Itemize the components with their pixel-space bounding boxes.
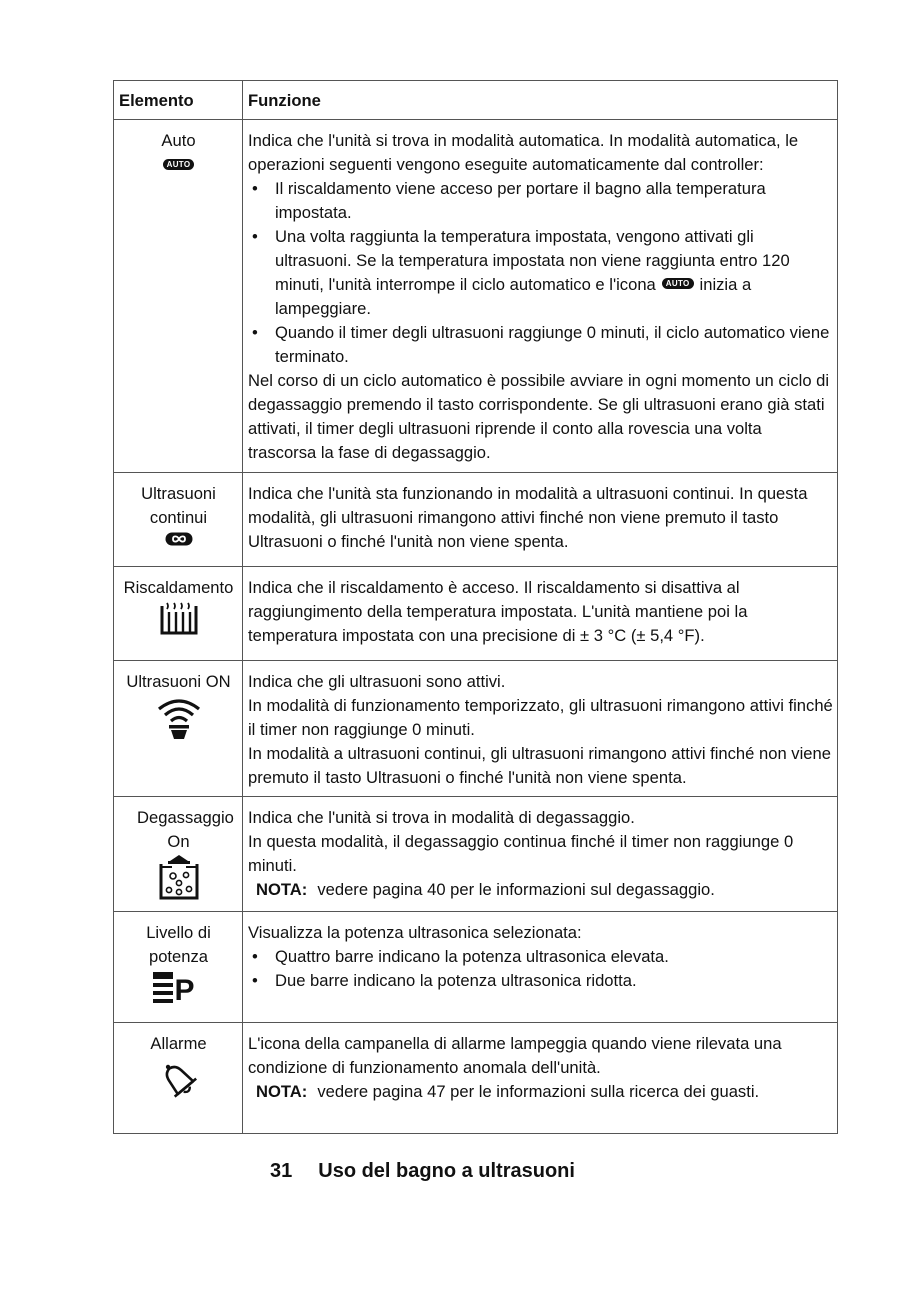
page-number: 31 bbox=[270, 1160, 293, 1182]
function-cell-heating: Indica che il riscaldamento è acceso. Il riscaldamento si disattiva al raggiungimento della temperatura impostata. L'unità mantiene poi la temperatura impostata con una precisione di ± 3 °C (± 5,4 °F). bbox=[243, 567, 838, 661]
element-cell-auto bbox=[114, 120, 243, 473]
function-cell-power bbox=[243, 912, 838, 1023]
element-label-heating: Riscaldamento bbox=[123, 578, 234, 597]
element-label-continuous: Ultrasuoni continui bbox=[141, 484, 216, 527]
list-item bbox=[248, 225, 833, 321]
table-row-ultrasound-on bbox=[114, 661, 838, 797]
infinity-icon bbox=[165, 532, 193, 546]
degas-line-2: In questa modalità, il degassaggio continua finché il timer non raggiunge 0 minuti. bbox=[248, 832, 794, 875]
power-level-icon bbox=[153, 971, 205, 1005]
function-cell-ultrasound-on bbox=[243, 661, 838, 797]
auto-bullet-list bbox=[248, 177, 833, 369]
auto-icon: AUTO bbox=[662, 278, 694, 289]
power-bars-icon bbox=[153, 971, 175, 1005]
element-label-degas: Degassaggio On bbox=[137, 808, 234, 851]
note-label: NOTA: bbox=[256, 1082, 308, 1101]
ultrasound-on-line-1: Indica che gli ultrasuoni sono attivi. bbox=[248, 672, 506, 691]
degas-icon bbox=[157, 854, 201, 900]
alarm-text: L'icona della campanella di allarme lampeggia quando viene rilevata una condizione di funzionamento anomala dell'unità. bbox=[248, 1034, 782, 1077]
table-header-row bbox=[114, 81, 838, 120]
page-footer bbox=[270, 1160, 575, 1183]
table-row-power bbox=[114, 912, 838, 1023]
auto-icon: AUTO bbox=[163, 159, 195, 170]
auto-bullet-2-text: Una volta raggiunta la temperatura impostata, vengono attivati gli ultrasuoni. Se la temperatura impostata non viene raggiunta entro 120 minuti, l'unità interrompe il ciclo automatico e l'icona bbox=[275, 227, 790, 294]
power-intro: Visualizza la potenza ultrasonica selezionata: bbox=[248, 923, 582, 942]
function-cell-alarm bbox=[243, 1023, 838, 1134]
function-cell-auto bbox=[243, 120, 838, 473]
element-label-alarm: Allarme bbox=[150, 1034, 207, 1053]
degas-note bbox=[248, 878, 833, 902]
element-cell-ultrasound-on bbox=[114, 661, 243, 797]
alarm-note bbox=[248, 1080, 833, 1104]
list-item: • Quattro barre indicano la potenza ultrasonica elevata. bbox=[248, 945, 833, 969]
auto-bullet-2-tail: inizia a lampeggiare. bbox=[275, 275, 752, 318]
degas-line-1: Indica che l'unità si trova in modalità di degassaggio. bbox=[248, 808, 635, 827]
note-text: vedere pagina 40 per le informazioni sul degassaggio. bbox=[317, 880, 715, 899]
function-cell-degas bbox=[243, 797, 838, 912]
table-row-auto bbox=[114, 120, 838, 473]
power-letter: P bbox=[174, 974, 195, 1007]
note-text: vedere pagina 47 per le informazioni sulla ricerca dei guasti. bbox=[317, 1082, 760, 1101]
element-label-auto: Auto bbox=[161, 131, 196, 150]
list-item: • Due barre indicano la potenza ultrasonica ridotta. bbox=[248, 969, 833, 993]
function-cell-continuous: Indica che l'unità sta funzionando in modalità a ultrasuoni continui. In questa modalità, gli ultrasuoni rimangono attivi finché non viene premuto il tasto Ultrasuoni o finché l'unità non viene spenta. bbox=[243, 473, 838, 567]
element-cell-heating bbox=[114, 567, 243, 661]
chapter-title: Uso del bagno a ultrasuoni bbox=[318, 1160, 575, 1182]
heating-icon bbox=[159, 602, 199, 636]
element-cell-alarm bbox=[114, 1023, 243, 1134]
list-item: • Il riscaldamento viene acceso per portare il bagno alla temperatura impostata. bbox=[248, 177, 833, 225]
element-label-power: Livello di potenza bbox=[146, 923, 211, 966]
ultrasound-on-line-3: In modalità a ultrasuoni continui, gli ultrasuoni rimangono attivi finché non viene premuto il tasto Ultrasuoni o finché l'unità non viene spenta. bbox=[248, 744, 831, 787]
header-element: Elemento bbox=[114, 81, 243, 120]
note-label: NOTA: bbox=[256, 880, 308, 899]
icon-function-table bbox=[113, 80, 838, 1134]
ultrasound-on-line-2: In modalità di funzionamento temporizzato, gli ultrasuoni rimangono attivi finché il timer non raggiunge 0 minuti. bbox=[248, 696, 833, 739]
auto-intro: Indica che l'unità si trova in modalità automatica. In modalità automatica, le operazioni seguenti vengono eseguite automaticamente dal controller: bbox=[248, 131, 799, 174]
power-bullet-list bbox=[248, 945, 833, 993]
ultrasound-waves-icon bbox=[153, 696, 205, 740]
element-cell-power bbox=[114, 912, 243, 1023]
table-row-heating bbox=[114, 567, 838, 661]
element-cell-continuous bbox=[114, 473, 243, 567]
header-function: Funzione bbox=[243, 81, 838, 120]
list-item: • Quando il timer degli ultrasuoni raggiunge 0 minuti, il ciclo automatico viene terminato. bbox=[248, 321, 833, 369]
table-row-alarm bbox=[114, 1023, 838, 1134]
table-row-degas bbox=[114, 797, 838, 912]
table-row-continuous bbox=[114, 473, 838, 567]
auto-outro: Nel corso di un ciclo automatico è possibile avviare in ogni momento un ciclo di degassaggio premendo il tasto corrispondente. Se gli ultrasuoni erano già stati attivati, il timer degli ultrasuoni riprende il conto alla rovescia una volta trascorsa la fase di degassaggio. bbox=[248, 371, 830, 462]
alarm-bell-icon bbox=[155, 1058, 203, 1104]
element-cell-degas bbox=[114, 797, 243, 912]
element-label-ultrasound-on: Ultrasuoni ON bbox=[126, 672, 231, 691]
